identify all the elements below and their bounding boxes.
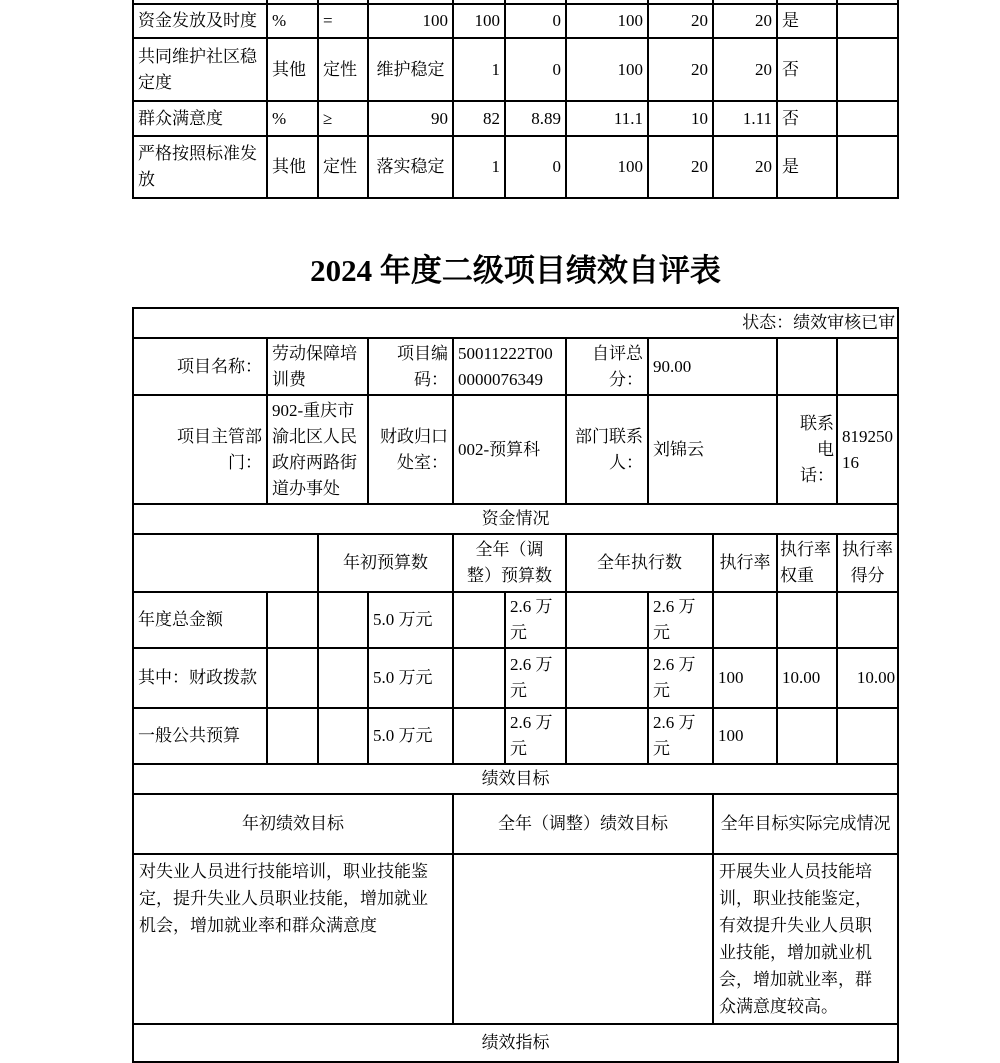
execution-rate-header: 执行率 [713, 534, 777, 592]
actual-completion-text: 开展失业人员技能培训，职业技能鉴定，有效提升失业人员职业技能，增加就业机会，增加就业率，群众满意度较高。 [713, 854, 898, 1024]
goals-header-row [133, 794, 898, 854]
indicator-actual-cell: 1 [453, 136, 505, 198]
funding-rate-cell: 100 [713, 708, 777, 764]
indicator-deviation-cell: 0 [505, 136, 566, 198]
indicator-direction-cell: ≥ [318, 101, 368, 136]
funding-executed-cell: 2.6 万元 [648, 708, 713, 764]
indicator-rate-cell: 100 [566, 4, 648, 38]
project-name-label: 项目名称： [133, 338, 267, 395]
indicator-weight-cell: 20 [648, 4, 713, 38]
contact-phone-label: 联系电话： [777, 395, 837, 504]
indicator-name-cell: 群众满意度 [133, 101, 267, 136]
department-value: 902-重庆市渝北区人民政府两路街道办事处 [267, 395, 368, 504]
initial-goal-header: 年初绩效目标 [133, 794, 453, 854]
spacer-cell [318, 648, 368, 708]
indicator-rate-cell: 100 [566, 38, 648, 101]
table-row [133, 38, 898, 101]
adjusted-budget-header: 全年（调整）预算数 [453, 534, 566, 592]
indicator-weight-cell: 20 [648, 136, 713, 198]
project-code-label: 项目编码： [368, 338, 453, 395]
spacer-cell [267, 648, 318, 708]
indicator-score-cell: 1.11 [713, 101, 777, 136]
indicator-score-cell: 20 [713, 136, 777, 198]
status-text: 状态：绩效审核已审 [133, 308, 898, 338]
page-title: 2024 年度二级项目绩效自评表 [310, 253, 721, 288]
funding-executed-cell: 2.6 万元 [648, 592, 713, 648]
contact-person-value: 刘锦云 [648, 395, 777, 504]
indicator-deviation-cell: 8.89 [505, 101, 566, 136]
spacer-cell [318, 592, 368, 648]
funding-rate-cell: 100 [713, 648, 777, 708]
finance-office-label: 财政归口处室： [368, 395, 453, 504]
funding-score-cell [837, 708, 898, 764]
indicator-unit-cell: 其他 [267, 136, 318, 198]
indicator-direction-cell: = [318, 4, 368, 38]
rate-weight-header: 执行率权重 [777, 534, 837, 592]
indicator-flag-cell: 否 [777, 38, 837, 101]
self-evaluation-table [132, 307, 899, 1063]
funding-weight-cell [777, 708, 837, 764]
spacer-cell [566, 648, 648, 708]
funding-section-title: 资金情况 [133, 504, 898, 534]
spacer-cell [837, 338, 898, 395]
funding-row [133, 592, 898, 648]
indicator-note-cell [837, 4, 898, 38]
funding-executed-cell: 2.6 万元 [648, 648, 713, 708]
table-row [133, 136, 898, 198]
funding-header-row [133, 534, 898, 592]
self-score-value: 90.00 [648, 338, 777, 395]
funding-initial-cell: 5.0 万元 [368, 708, 453, 764]
indicator-score-cell: 20 [713, 38, 777, 101]
rate-score-header: 执行率得分 [837, 534, 898, 592]
status-row [133, 308, 898, 338]
goals-content-row [133, 854, 898, 1024]
funding-initial-cell: 5.0 万元 [368, 648, 453, 708]
funding-rate-cell [713, 592, 777, 648]
project-info-row [133, 338, 898, 395]
indicator-target-cell: 90 [368, 101, 453, 136]
initial-budget-header: 年初预算数 [318, 534, 453, 592]
indicator-note-cell [837, 101, 898, 136]
spacer-cell [267, 592, 318, 648]
indicator-direction-cell: 定性 [318, 136, 368, 198]
funding-score-cell: 10.00 [837, 648, 898, 708]
indicator-flag-cell: 是 [777, 136, 837, 198]
indicator-weight-cell: 10 [648, 101, 713, 136]
table-row [133, 101, 898, 136]
section-row [133, 764, 898, 794]
table-row [133, 4, 898, 38]
indicator-actual-cell: 82 [453, 101, 505, 136]
indicator-name-cell: 严格按照标准发放 [133, 136, 267, 198]
indicator-weight-cell: 20 [648, 38, 713, 101]
contact-phone-value: 81925016 [837, 395, 898, 504]
funding-score-cell [837, 592, 898, 648]
funding-adjusted-cell: 2.6 万元 [505, 708, 566, 764]
initial-goal-text: 对失业人员进行技能培训，职业技能鉴定，提升失业人员职业技能，增加就业机会，增加就业率和群众满意度 [133, 854, 453, 1024]
indicator-note-cell [837, 136, 898, 198]
funding-weight-cell: 10.00 [777, 648, 837, 708]
actual-completion-header: 全年目标实际完成情况 [713, 794, 898, 854]
spacer-cell [566, 592, 648, 648]
indicator-name-cell: 共同维护社区稳定度 [133, 38, 267, 101]
indicator-unit-cell: 其他 [267, 38, 318, 101]
adjusted-goal-header: 全年（调整）绩效目标 [453, 794, 713, 854]
indicator-deviation-cell: 0 [505, 38, 566, 101]
indicator-flag-cell: 是 [777, 4, 837, 38]
spacer-cell [318, 708, 368, 764]
indicator-direction-cell: 定性 [318, 38, 368, 101]
section-row [133, 504, 898, 534]
contact-person-label: 部门联系人： [566, 395, 648, 504]
section-row [133, 1024, 898, 1062]
funding-label-cell: 年度总金额 [133, 592, 267, 648]
indicator-name-cell: 资金发放及时度 [133, 4, 267, 38]
executed-amount-header: 全年执行数 [566, 534, 713, 592]
project-info-row [133, 395, 898, 504]
self-score-label: 自评总分： [566, 338, 648, 395]
finance-office-value: 002-预算科 [453, 395, 566, 504]
spacer-cell [267, 708, 318, 764]
goals-section-title: 绩效目标 [133, 764, 898, 794]
project-name-value: 劳动保障培训费 [267, 338, 368, 395]
indicator-score-cell: 20 [713, 4, 777, 38]
spacer-cell [453, 592, 505, 648]
spacer-cell [453, 648, 505, 708]
department-label: 项目主管部门： [133, 395, 267, 504]
indicator-target-cell: 落实稳定 [368, 136, 453, 198]
indicator-rate-cell: 11.1 [566, 101, 648, 136]
project-code-value: 50011222T000000076349 [453, 338, 566, 395]
indicator-target-cell: 维护稳定 [368, 38, 453, 101]
spacer-cell [566, 708, 648, 764]
spacer-cell [453, 708, 505, 764]
funding-adjusted-cell: 2.6 万元 [505, 592, 566, 648]
spacer-cell [777, 338, 837, 395]
indicator-table [132, 0, 899, 199]
indicator-flag-cell: 否 [777, 101, 837, 136]
funding-row [133, 648, 898, 708]
funding-initial-cell: 5.0 万元 [368, 592, 453, 648]
indicator-actual-cell: 100 [453, 4, 505, 38]
adjusted-goal-text [453, 854, 713, 1024]
indicator-rate-cell: 100 [566, 136, 648, 198]
funding-label-cell: 其中：财政拨款 [133, 648, 267, 708]
indicator-unit-cell: % [267, 4, 318, 38]
indicator-deviation-cell: 0 [505, 4, 566, 38]
spacer-cell [133, 534, 318, 592]
funding-weight-cell [777, 592, 837, 648]
indicator-actual-cell: 1 [453, 38, 505, 101]
indicator-unit-cell: % [267, 101, 318, 136]
indicators-section-title: 绩效指标 [133, 1024, 898, 1062]
funding-row [133, 708, 898, 764]
funding-label-cell: 一般公共预算 [133, 708, 267, 764]
funding-adjusted-cell: 2.6 万元 [505, 648, 566, 708]
indicator-target-cell: 100 [368, 4, 453, 38]
indicator-note-cell [837, 38, 898, 101]
